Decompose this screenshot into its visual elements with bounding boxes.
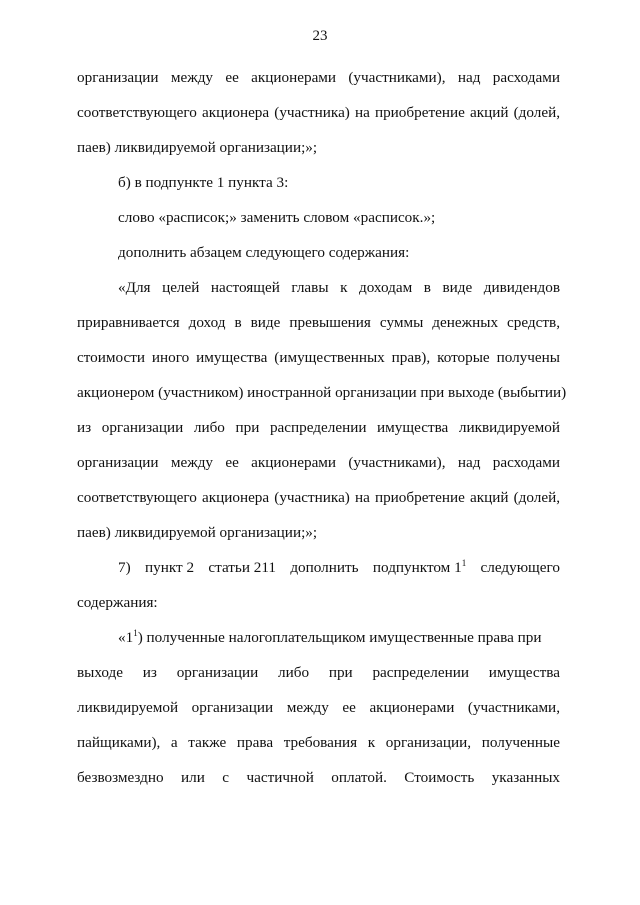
item-7-word: статьи 211 (208, 559, 276, 576)
text-line: из организации либо при распределении имущества ликвидируемой (77, 419, 560, 436)
text-line: акционером (участником) иностранной организации при выходе (выбытии) (77, 384, 567, 401)
superscript: 1 (133, 628, 138, 638)
text-line: организации между ее акционерами (участниками), над расходами (77, 454, 560, 471)
item-7-line (118, 558, 560, 578)
text-line: соответствующего акционера (участника) на приобретение акций (долей, (77, 489, 560, 506)
text-line: паев) ликвидируемой организации;»; (77, 139, 318, 156)
text-line: пайщиками), а также права требования к организации, полученные (77, 734, 560, 751)
text-line: соответствующего акционера (участника) на приобретение акций (долей, (77, 104, 560, 121)
text-line: ликвидируемой организации между ее акционерами (участниками, (77, 699, 560, 716)
text-line: выходе из организации либо при распределении имущества (77, 664, 560, 681)
superscript: 1 (461, 558, 467, 568)
text-line: б) в подпункте 1 пункта 3: (118, 174, 289, 191)
text-line: паев) ликвидируемой организации;»; (77, 524, 318, 541)
item-7-word: дополнить (290, 559, 359, 576)
subitem-11-text: «$1^1$) полученные налогоплательщиком имущественные права при (118, 628, 542, 646)
text-line: стоимости иного имущества (имущественных прав), которые получены (77, 349, 560, 366)
item-7-word: пункт 2 (144, 559, 195, 576)
text-line: организации между ее акционерами (участниками), над расходами (77, 69, 560, 86)
text-line: безвозмездно или с частичной оплатой. Стоимость указанных (77, 769, 560, 786)
text-line: «Для целей настоящей главы к доходам в виде дивидендов (118, 279, 560, 296)
item-7-word: следующего (480, 559, 560, 576)
item-7-number: 7) (118, 559, 131, 576)
text-line: содержания: (77, 594, 158, 611)
text-line: слово «расписок;» заменить словом «расписок.»; (118, 209, 436, 226)
subitem-11-line (118, 628, 560, 648)
text-line: приравнивается доход в виде превышения суммы денежных средств, (77, 314, 560, 331)
text-line: дополнить абзацем следующего содержания: (118, 244, 410, 261)
page-number: 23 (312, 28, 328, 44)
item-7-word: подпунктом $1^1$ (372, 558, 467, 576)
